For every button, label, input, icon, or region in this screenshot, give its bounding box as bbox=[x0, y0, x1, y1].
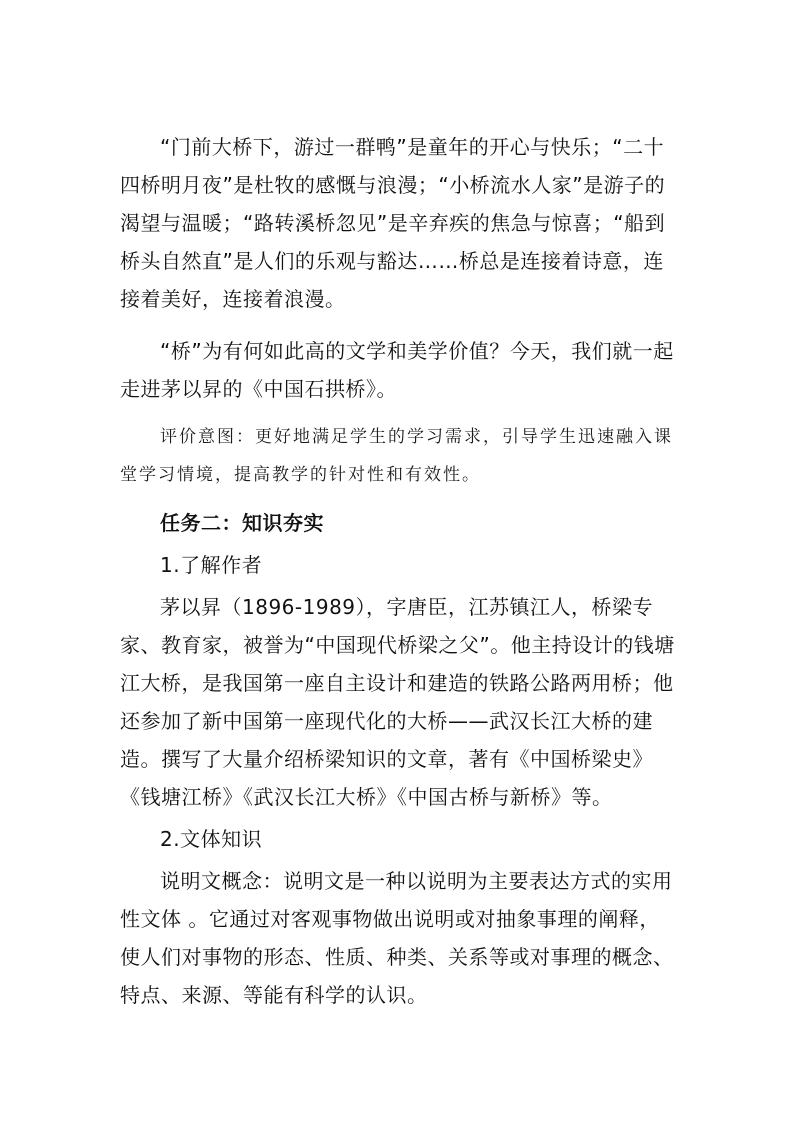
question-paragraph: “桥”为有何如此高的文学和美学价值？今天，我们就一起走进茅以昇的《中国石拱桥》。 bbox=[120, 339, 674, 401]
task-heading: 任务二：知识夯实 bbox=[160, 511, 324, 535]
evaluation-note: 评价意图：更好地满足学生的学习需求，引导学生迅速融入课堂学习情境，提高教学的针对性和有效性。 bbox=[120, 427, 673, 485]
genre-paragraph: 说明文概念：说明文是一种以说明为主要表达方式的实用性文体 。它通过对客观事物做出说明或对抽象事理的阐释，使人们对事物的形态、性质、种类、关系等或对事理的概念、特点、来源、等能有科学的认识。 bbox=[120, 869, 674, 1007]
author-paragraph: 茅以昇（1896-1989），字唐臣，江苏镇江人，桥梁专家、教育家，被誉为“中国现代桥梁之父”。他主持设计的钱塘江大桥，是我国第一座自主设计和建造的铁路公路两用桥；他还参加了新中国第一座现代化的大桥——武汉长江大桥的建造。撰写了大量介绍桥梁知识的文章，著有《中国桥梁史》《钱塘江桥》《武汉长江大桥》《中国古桥与新桥》等。 bbox=[120, 595, 675, 809]
section-genre-title: 2.文体知识 bbox=[160, 827, 263, 851]
section-author-title: 1.了解作者 bbox=[160, 553, 263, 577]
document-body bbox=[120, 118, 680, 1014]
intro-paragraph: “门前大桥下，游过一群鸭”是童年的开心与快乐；“二十四桥明月夜”是杜牧的感慨与浪漫；“小桥流水人家”是游子的渴望与温暖；“路转溪桥忽见”是辛弃疾的焦急与惊喜；“船到桥头自然直”是人们的乐观与豁达……桥总是连接着诗意，连接着美好，连接着浪漫。 bbox=[120, 135, 666, 311]
